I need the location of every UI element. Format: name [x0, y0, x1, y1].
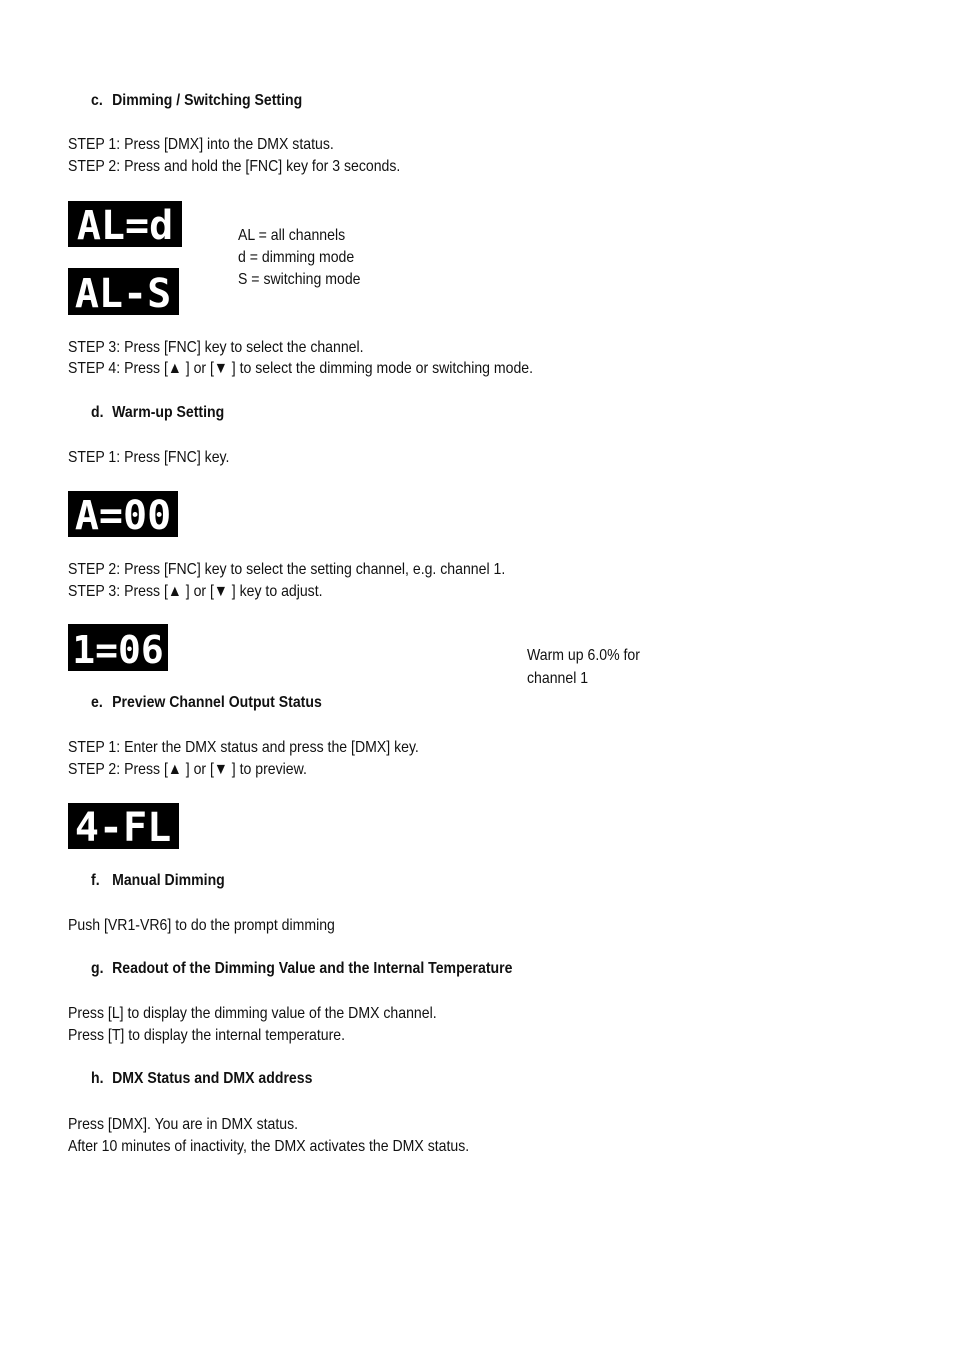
section-g-letter: g. [91, 960, 104, 977]
lcd-display-4-fl-graphic [68, 803, 179, 849]
lcd-display-al-s-graphic [68, 268, 179, 315]
warmup-note-line1: Warm up 6.0% for [527, 647, 640, 664]
legend-all-channels: AL = all channels [238, 227, 346, 244]
section-c-title: Dimming / Switching Setting [112, 92, 303, 109]
lcd-display-a-00-text: A=00 [74, 493, 172, 537]
section-g-heading [91, 958, 512, 980]
lcd-display-a-00-graphic [68, 491, 178, 537]
lcd-display-al-d [68, 201, 182, 247]
section-e-step2: STEP 2: Press [▲ ] or [▼ ] to preview. [68, 761, 307, 778]
legend-switching-mode: S = switching mode [238, 271, 361, 288]
section-f-heading [91, 870, 225, 892]
lcd-display-1-06-graphic [68, 624, 168, 671]
section-c-step4: STEP 4: Press [▲ ] or [▼ ] to select the dimming mode or switching mode. [68, 360, 534, 377]
section-c-step3: STEP 3: Press [FNC] key to select the channel. [68, 339, 364, 356]
lcd-display-4-fl [68, 803, 179, 849]
section-f-letter: f. [91, 872, 100, 889]
section-e-step1: STEP 1: Enter the DMX status and press the [DMX] key. [68, 739, 419, 756]
section-h-title: DMX Status and DMX address [112, 1070, 313, 1087]
section-e-letter: e. [91, 694, 103, 711]
section-h-letter: h. [91, 1070, 104, 1087]
section-h-line1: Press [DMX]. You are in DMX status. [68, 1116, 299, 1133]
lcd-display-4-fl-text: 4-FL [74, 805, 172, 849]
lcd-display-a-00 [68, 491, 178, 537]
section-g-line2: Press [T] to display the internal temperature. [68, 1027, 346, 1044]
section-d-title: Warm-up Setting [112, 404, 225, 421]
section-c-step1: STEP 1: Press [DMX] into the DMX status. [68, 136, 334, 153]
section-f-title: Manual Dimming [112, 872, 225, 889]
lcd-display-al-s [68, 268, 179, 315]
lcd-display-al-s-text: AL-S [74, 271, 172, 315]
lcd-display-1-06 [68, 624, 168, 671]
section-c-letter: c. [91, 92, 103, 109]
section-d-step2: STEP 2: Press [FNC] key to select the setting channel, e.g. channel 1. [68, 561, 506, 578]
lcd-display-al-d-text: AL=d [76, 203, 174, 247]
section-d-step1: STEP 1: Press [FNC] key. [68, 449, 230, 466]
section-d-heading [91, 402, 224, 424]
section-d-step3: STEP 3: Press [▲ ] or [▼ ] key to adjust. [68, 583, 323, 600]
section-g-title: Readout of the Dimming Value and the Internal Temperature [112, 960, 513, 977]
section-c-step2: STEP 2: Press and hold the [FNC] key for 3 seconds. [68, 158, 401, 175]
section-d-letter: d. [91, 404, 104, 421]
section-f-text: Push [VR1-VR6] to do the prompt dimming [68, 917, 335, 934]
legend-dimming-mode: d = dimming mode [238, 249, 355, 266]
lcd-display-al-d-graphic [68, 201, 182, 247]
section-e-title: Preview Channel Output Status [112, 694, 322, 711]
section-c-heading [91, 90, 302, 112]
lcd-display-1-06-text: 1=06 [72, 628, 164, 671]
warmup-note-line2: channel 1 [527, 670, 589, 687]
section-h-line2: After 10 minutes of inactivity, the DMX activates the DMX status. [68, 1138, 470, 1155]
section-e-heading [91, 692, 322, 714]
section-g-line1: Press [L] to display the dimming value of the DMX channel. [68, 1005, 437, 1022]
section-h-heading [91, 1068, 312, 1090]
